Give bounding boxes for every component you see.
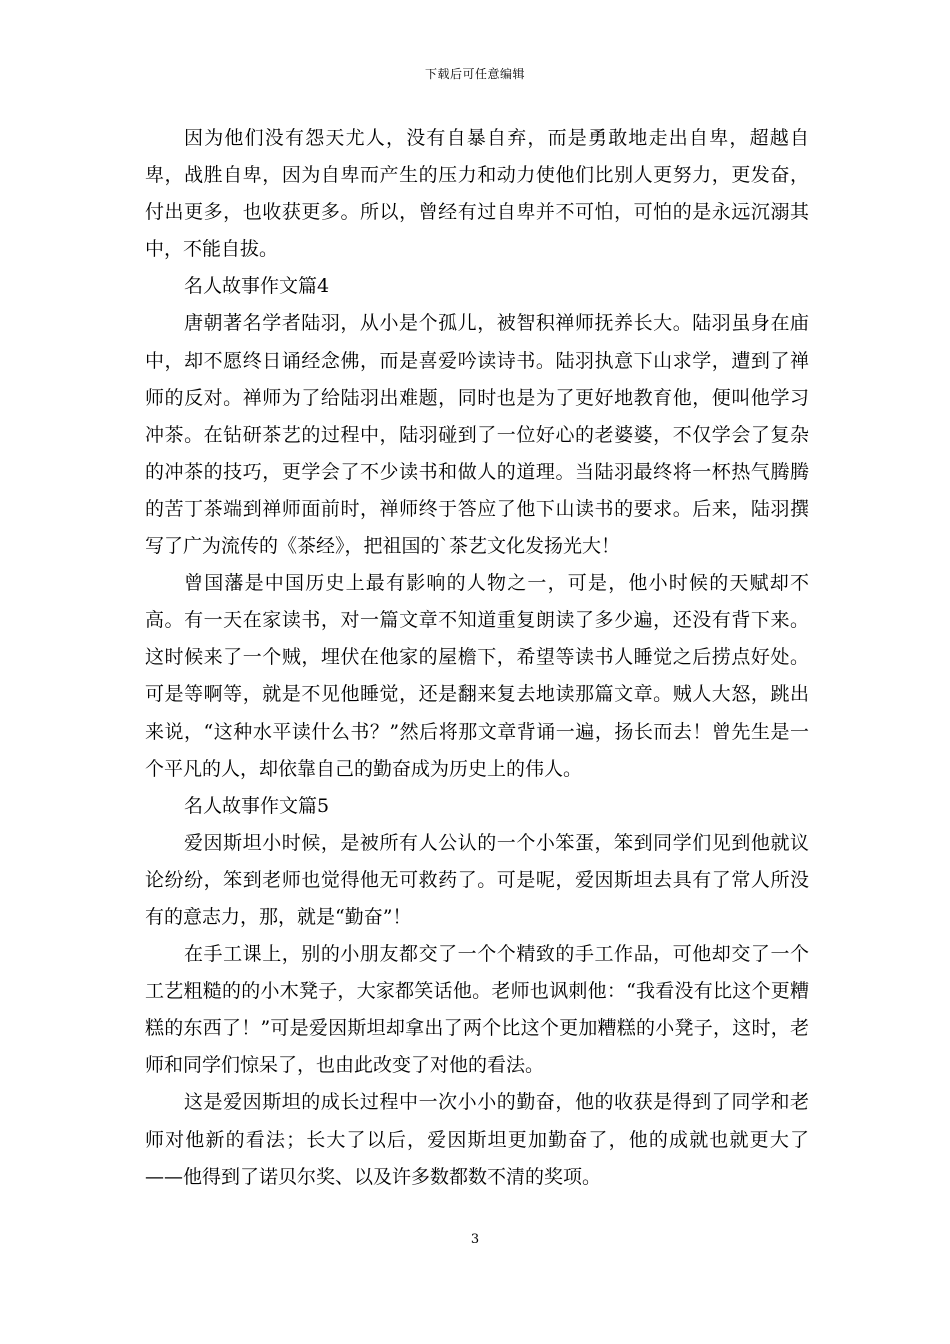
paragraph-1: 因为他们没有怨天尤人，没有自暴自弃，而是勇敢地走出自卑，超越自卑，战胜自卑，因为自卑而产生的压力和动力使他们比别人更努力，更发奋，付出更多，也收获更多。所以，曾经有过自卑并不可怕，可怕的是永远沉溺其中，不能自拔。 bbox=[145, 127, 809, 261]
section-heading-5: 名人故事作文篇5 bbox=[184, 794, 330, 817]
paragraph-einstein-stool: 在手工课上，别的小朋友都交了一个个精致的手工作品，可他却交了一个工艺粗糙的的小木凳子，大家都笑话他。老师也讽刺他：“我看没有比这个更糟糕的东西了！”可是爱因斯坦却拿出了两个比这个更加糟糕的小凳子，这时，老师和同学们惊呆了，也由此改变了对他的看法。 bbox=[145, 943, 809, 1077]
document-body bbox=[145, 120, 809, 1196]
paragraph-einstein-intro: 爱因斯坦小时候，是被所有人公认的一个小笨蛋，笨到同学们见到他就议论纷纷，笨到老师也觉得他无可救药了。可是呢，爱因斯坦去具有了常人所没有的意志力，那，就是“勤奋”！ bbox=[145, 831, 809, 928]
section-heading-4: 名人故事作文篇4 bbox=[184, 275, 330, 298]
page-number: 3 bbox=[470, 1232, 480, 1247]
page-header: 下载后可任意编辑 bbox=[424, 67, 525, 81]
paragraph-einstein-conclusion: 这是爱因斯坦的成长过程中一次小小的勤奋，他的收获是得到了同学和老师对他新的看法；长大了以后，爱因斯坦更加勤奋了，他的成就也就更大了——他得到了诺贝尔奖、以及许多数都数不清的奖项。 bbox=[145, 1091, 809, 1188]
paragraph-lu-yu: 唐朝著名学者陆羽，从小是个孤儿，被智积禅师抚养长大。陆羽虽身在庙中，却不愿终日诵经念佛，而是喜爱吟读诗书。陆羽执意下山求学，遭到了禅师的反对。禅师为了给陆羽出难题，同时也是为了更好地教育他，便叫他学习冲茶。在钻研茶艺的过程中，陆羽碰到了一位好心的老婆婆，不仅学会了复杂的冲茶的技巧，更学会了不少读书和做人的道理。当陆羽最终将一杯热气腾腾的苦丁茶端到禅师面前时，禅师终于答应了他下山读书的要求。后来，陆羽撰写了广为流传的《茶经》，把祖国的`茶艺文化发扬光大！ bbox=[145, 312, 809, 558]
paragraph-zeng-guofan: 曾国藩是中国历史上最有影响的人物之一，可是，他小时候的天赋却不高。有一天在家读书，对一篇文章不知道重复朗读了多少遍，还没有背下来。这时候来了一个贼，埋伏在他家的屋檐下，希望等读书人睡觉之后捞点好处。可是等啊等，就是不见他睡觉，还是翻来复去地读那篇文章。贼人大怒，跳出来说，“这种水平读什么书？”然后将那文章背诵一遍，扬长而去！曾先生是一个平凡的人，却依靠自己的勤奋成为历史上的伟人。 bbox=[145, 572, 809, 780]
